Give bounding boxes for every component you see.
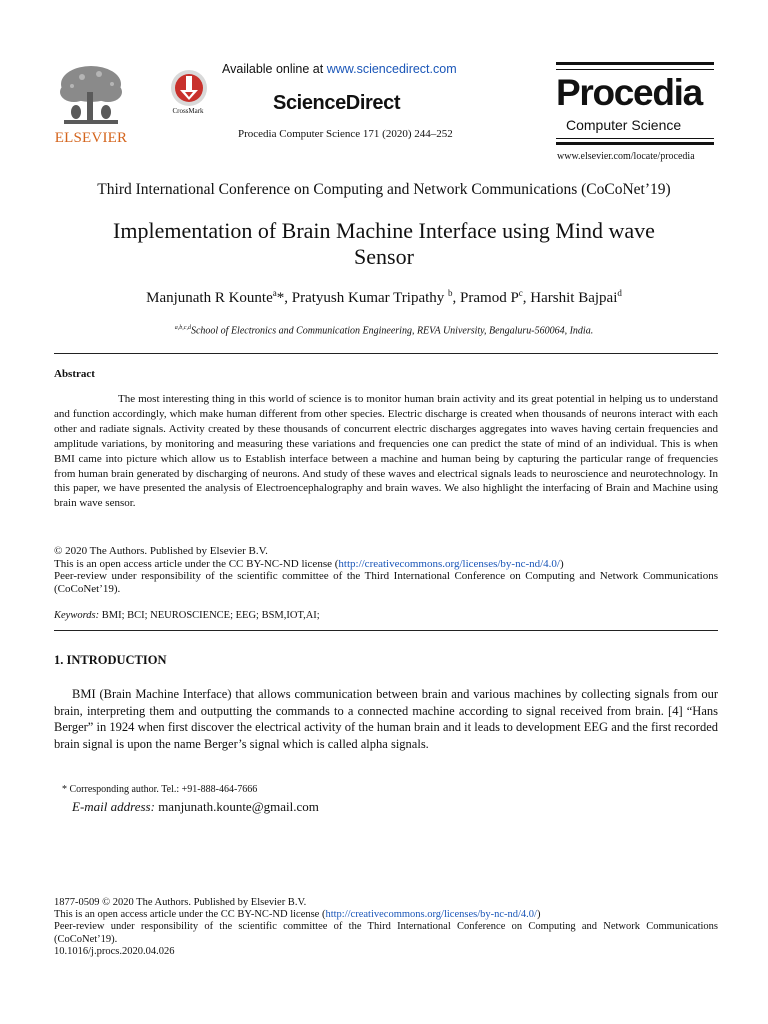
author-sup: d <box>617 288 622 298</box>
procedia-subtitle: Computer Science <box>566 117 682 133</box>
procedia-title: Procedia <box>556 72 702 113</box>
page-footer <box>54 897 718 958</box>
paper-title-line1: Implementation of Brain Machine Interface using Mind wave <box>113 218 655 243</box>
affiliation-text: School of Electronics and Communication Engineering, REVA University, Bengaluru-560064, India. <box>190 325 594 337</box>
footer-license-link[interactable]: http://creativecommons.org/licenses/by-nc-nd/4.0/ <box>325 909 537 921</box>
sciencedirect-link[interactable]: www.sciencedirect.com <box>326 62 457 76</box>
email-address[interactable]: manjunath.kounte@gmail.com <box>154 799 319 814</box>
copyright-line: © 2020 The Authors. Published by Elsevier B.V. <box>54 545 268 557</box>
author-sep: , <box>452 290 461 306</box>
procedia-rule-bottom-thin <box>556 138 714 139</box>
publisher-name: ELSEVIER <box>54 130 128 146</box>
available-online <box>222 62 457 76</box>
author-name: Pratyush Kumar Tripathy <box>291 290 449 306</box>
license-prefix: This is an open access article under the CC BY-NC-ND license ( <box>54 557 339 570</box>
copyright-block <box>54 545 718 595</box>
peer-review-line: Peer-review under responsibility of the scientific committee of the Third International Conference on Computing and Network Communications (CoCoNet’19). <box>54 570 718 595</box>
corresponding-author: * Corresponding author. Tel.: +91-888-464-7666 <box>62 784 258 795</box>
procedia-rule-bottom <box>556 142 714 145</box>
introduction-heading: 1. INTRODUCTION <box>54 653 167 667</box>
divider-top <box>54 353 718 354</box>
license-line <box>54 558 718 571</box>
license-suffix: ) <box>560 557 564 570</box>
introduction-text: BMI (Brain Machine Interface) that allows communication between brain and various machines by collecting signals from our brain, interpreting them and outputting the commands to a connected machine according to signal received from brain. [4] “Hans Berger” in 1924 when first discover the electrical activity of the human brain and it leads to development EEG and the first recorded brain signal is upon the name Berger’s signal which is called alpha signals. <box>54 687 718 751</box>
footer-license-line <box>54 909 718 921</box>
sciencedirect-logo: ScienceDirect <box>273 92 401 114</box>
crossmark-label: CrossMark <box>172 107 204 115</box>
introduction-body <box>54 686 718 752</box>
email-footnote <box>72 799 319 815</box>
abstract-body <box>54 392 718 511</box>
divider-bottom <box>54 630 718 631</box>
journal-citation: Procedia Computer Science 171 (2020) 244–252 <box>238 128 453 140</box>
doi[interactable]: 10.1016/j.procs.2020.04.026 <box>54 945 175 957</box>
footer-license-prefix: This is an open access article under the CC BY-NC-ND license ( <box>54 909 326 921</box>
keywords-value: BMI; BCI; NEUROSCIENCE; EEG; BSM,IOT,AI; <box>99 610 320 621</box>
affiliation-sup: a,b,c,d <box>174 325 191 331</box>
keywords-label: Keywords: <box>54 610 100 621</box>
email-label: E-mail address: <box>72 799 155 814</box>
abstract-text: The most interesting thing in this world of science is to monitor human brain activity and its great potential in helping us to understand and function accordingly, which make human different from other species. Electric discharge is created when thousands of neurons interact with each other and radiate signals. Activity created by these thousands of concurrent electric discharges aggregates into waves having certain frequencies and amplitude variations, by monitoring and measuring these variations and frequencies one can predict the state of mind of an individual. This is when BMI came into picture which allow us to Establish interface between a machine and human being by capturing the particular range of frequencies from human brain generated by discharging of neurons. And study of these waves and electrical signals leads to neuroscience and neurotechnology. In this paper, we have presented the analysis of Electroencephalography and brain waves. We also highlight the interfacing of Brain and Machine using brain wave sensor. <box>54 393 718 510</box>
author-sup: c <box>518 288 523 298</box>
available-prefix: Available online at <box>222 62 327 76</box>
affiliation <box>0 325 768 336</box>
issn-line: 1877-0509 © 2020 The Authors. Published by Elsevier B.V. <box>54 897 307 908</box>
author-sup: b <box>448 288 453 298</box>
author-sep: , <box>522 290 531 306</box>
author-name: Pramod P <box>460 290 519 306</box>
author-list <box>0 288 768 307</box>
author-name: Manjunath R Kounte <box>146 290 273 306</box>
author-name: Harshit Bajpai <box>530 290 618 306</box>
author-sep: *, <box>276 290 292 306</box>
footer-license-suffix: ) <box>536 909 541 921</box>
procedia-rule-top-thin <box>556 69 714 70</box>
author-sup: a <box>272 288 277 298</box>
paper-title <box>64 218 704 270</box>
footer-peer-review: Peer-review under responsibility of the scientific committee of the Third International Conference on Computing and Network Communications (CoCoNet’19). <box>54 921 718 945</box>
procedia-url[interactable]: www.elsevier.com/locate/procedia <box>557 151 695 162</box>
procedia-rule-top <box>556 62 714 65</box>
license-link[interactable]: http://creativecommons.org/licenses/by-nc-nd/4.0/ <box>338 557 560 570</box>
conference-name: Third International Conference on Computing and Network Communications (CoCoNet’19) <box>97 181 671 198</box>
keywords <box>54 610 718 621</box>
abstract-heading: Abstract <box>54 368 95 380</box>
paper-title-line2: Sensor <box>354 244 414 269</box>
